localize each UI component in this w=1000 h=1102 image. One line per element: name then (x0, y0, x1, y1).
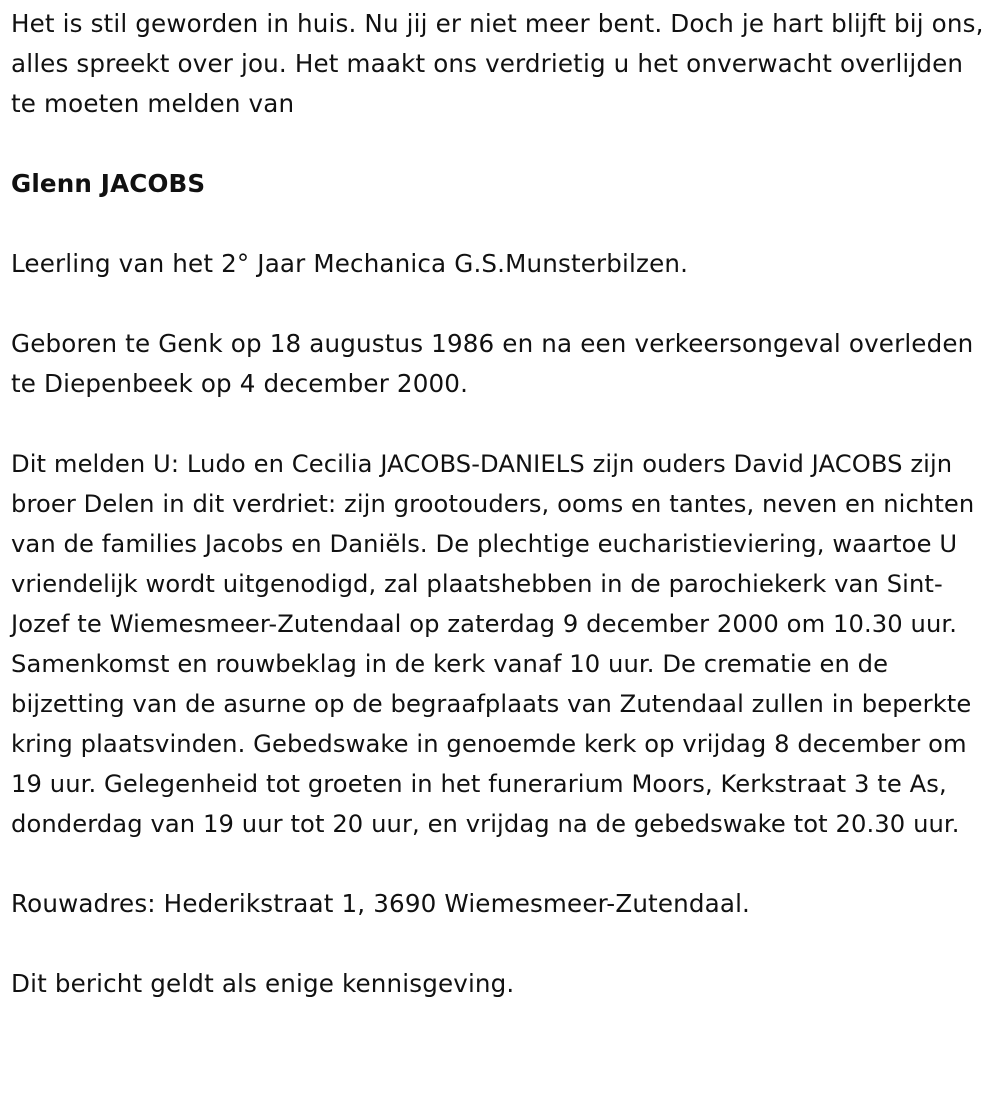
deceased-name: Glenn JACOBS (11, 169, 206, 198)
family-service-paragraph: Dit melden U: Ludo en Cecilia JACOBS-DANIELS zijn ouders David JACOBS zijn broer Delen in dit verdriet: zijn grootouders, ooms en tantes, neven en nichten van de families Jacobs en Daniëls. De plechtige eucharistieviering, waartoe U vriendelijk wordt uitgenodigd, zal plaatshebben in de parochiekerk van Sint-Jozef te Wiemesmeer-Zutendaal op zaterdag 9 december 2000 om 10.30 uur. Samenkomst en rouwbeklag in de kerk vanaf 10 uur. De crematie en de bijzetting van de asurne op de begraafplaats van Zutendaal zullen in beperkte kring plaatsvinden. Gebedswake in genoemde kerk op vrijdag 8 december om 19 uur. Gelegenheid tot groeten in het funerarium Moors, Kerkstraat 3 te As, donderdag van 19 uur tot 20 uur, en vrijdag na de gebedswake tot 20.30 uur. (11, 450, 975, 838)
paragraph-spacer (11, 844, 992, 884)
birth-death-paragraph: Geboren te Genk op 18 augustus 1986 en na een verkeersongeval overleden te Diepenbeek op 4 december 2000. (11, 329, 974, 398)
paragraph-spacer (11, 404, 992, 444)
address-paragraph: Rouwadres: Hederikstraat 1, 3690 Wiemesmeer-Zutendaal. (11, 889, 751, 918)
paragraph-spacer (11, 284, 992, 324)
intro-paragraph: Het is stil geworden in huis. Nu jij er niet meer bent. Doch je hart blijft bij ons, alles spreekt over jou. Het maakt ons verdrietig u het onverwacht overlijden te moeten melden van (11, 9, 984, 118)
paragraph-spacer (11, 924, 992, 964)
paragraph-spacer (11, 204, 992, 244)
paragraph-spacer (11, 124, 992, 164)
school-paragraph: Leerling van het 2° Jaar Mechanica G.S.Munsterbilzen. (11, 249, 689, 278)
closing-paragraph: Dit bericht geldt als enige kennisgeving. (11, 969, 515, 998)
